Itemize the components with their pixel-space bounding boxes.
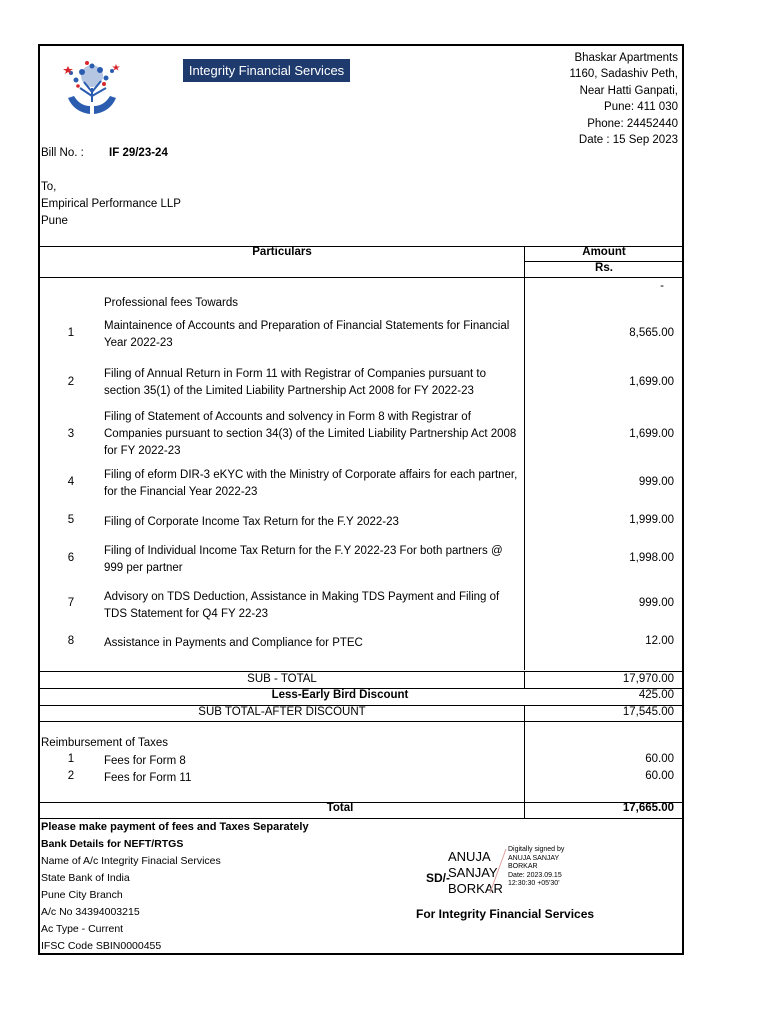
item-description: Assistance in Payments and Compliance for PTEC [104, 637, 363, 649]
item-number: 8 [67, 635, 75, 647]
item-description: Filing of Annual Return in Form 11 with Registrar of Companies pursuant to section 35(1) of the Limited Liability Partnership Act 2008 for FY 2022-23 [104, 368, 487, 397]
item-number: 2 [67, 376, 75, 388]
item-number: 7 [67, 597, 75, 609]
recipient-city: Pune [41, 215, 68, 227]
after-discount-bottom-rule [40, 721, 682, 722]
item-amount: 999.00 [638, 597, 674, 609]
recipient-block [41, 179, 181, 230]
bank-line: State Bank of India [41, 872, 130, 884]
bill-number [41, 147, 168, 159]
payment-note: Please make payment of fees and Taxes Separately [41, 821, 309, 833]
item-number: 1 [67, 753, 75, 765]
after-discount-amount: 17,545.00 [622, 706, 674, 718]
item-number: 1 [67, 327, 75, 339]
item-description: Filing of Corporate Income Tax Return for the F.Y 2022-23 [104, 516, 399, 528]
address-line: Bhaskar Apartments [574, 52, 678, 64]
address-line: Near Hatti Ganpati, [579, 84, 678, 97]
bank-line: Pune City Branch [41, 889, 123, 901]
subtotal-amount: 17,970.00 [622, 673, 674, 685]
bill-number-value: IF 29/23-24 [109, 147, 168, 159]
phone: Phone: 24452440 [587, 117, 678, 130]
recipient-name: Empirical Performance LLP [41, 198, 181, 210]
signer-name-line: BORKAR [448, 881, 503, 896]
payment-details [41, 819, 309, 955]
subtotal-top-rule [40, 671, 682, 672]
item-amount: 999.00 [638, 476, 674, 488]
item-number: 4 [67, 476, 75, 488]
item-number: 2 [67, 770, 75, 782]
bill-date: Date : 15 Sep 2023 [578, 134, 678, 147]
item-amount: 60.00 [645, 753, 674, 765]
item-amount: 1,999.00 [629, 514, 674, 526]
signer-name-line: SANJAY [448, 865, 498, 880]
signature-detail-line: ANUJA SANJAY [508, 854, 560, 862]
company-address [478, 50, 678, 148]
bank-line: A/c No 34394003215 [41, 906, 140, 918]
reimbursement-heading: Reimbursement of Taxes [41, 737, 168, 749]
signature-detail-line: 12:30:30 +05'30' [508, 880, 560, 887]
company-logo [54, 58, 130, 122]
total-amount: 17,665.00 [622, 802, 674, 814]
table-header-rule [40, 277, 682, 278]
item-number: 6 [67, 552, 75, 564]
particulars-header: Particulars [252, 246, 312, 258]
amount-dash: - [660, 280, 664, 292]
digital-signature-details [508, 846, 588, 889]
signature-detail-line: Digitally signed by [508, 846, 565, 853]
item-description: Filing of eform DIR-3 eKYC with the Ministry of Corporate affairs for each partner, for the Financial Year 2022-23 [104, 469, 518, 498]
signature-detail-line: BORKAR [508, 863, 538, 870]
sd-label: SD/- [426, 871, 450, 885]
address-line: 1160, Sadashiv Peth, [569, 68, 678, 81]
amount-header: Amount [582, 246, 626, 258]
invoice-document [38, 44, 684, 955]
column-divider [524, 672, 525, 689]
discount-amount: 425.00 [638, 689, 674, 701]
item-description: Filing of Statement of Accounts and solvency in Form 8 with Registrar of Companies pursuant to section 34(3) of the Limited Liability Partnership Act 2008 for FY 2022-23 [104, 411, 517, 457]
bank-line: IFSC Code SBIN0000455 [41, 940, 162, 952]
item-description: Fees for Form 8 [104, 755, 186, 767]
item-number: 5 [67, 514, 75, 526]
total-label: Total [326, 802, 354, 814]
signature-stroke [486, 847, 510, 895]
item-description: Maintainence of Accounts and Preparation of Financial Statements for Financial Year 2022-23 [104, 320, 510, 349]
fees-intro: Professional fees Towards [104, 297, 239, 309]
item-amount: 1,998.00 [629, 552, 674, 564]
bank-line: Ac Type - Current [41, 923, 124, 935]
item-description: Filing of Individual Income Tax Return for the F.Y 2022-23 For both partners @ 999 per partner [104, 545, 503, 574]
item-amount: 1,699.00 [629, 376, 674, 388]
item-amount: 1,699.00 [629, 428, 674, 440]
item-number: 3 [67, 428, 75, 440]
item-description: Advisory on TDS Deduction, Assistance in Making TDS Payment and Filing of TDS Statement for Q4 FY 22-23 [104, 591, 500, 620]
after-discount-label: SUB TOTAL-AFTER DISCOUNT [198, 706, 366, 718]
item-amount: 8,565.00 [629, 327, 674, 339]
signer-name-line: ANUJA [448, 849, 491, 864]
address-line: Pune: 411 030 [604, 101, 678, 114]
bill-number-label: Bill No. : [41, 147, 84, 159]
discount-label: Less-Early Bird Discount [271, 689, 409, 701]
for-company-label: For Integrity Financial Services [416, 907, 595, 921]
bank-heading: Bank Details for NEFT/RTGS [41, 838, 184, 850]
digital-signature [426, 841, 576, 901]
item-amount: 12.00 [645, 635, 674, 647]
column-divider [524, 246, 525, 670]
bank-line: Name of A/c Integrity Finacial Services [41, 855, 221, 867]
subtotal-label: SUB - TOTAL [247, 673, 317, 685]
signature-detail-line: Date: 2023.09.15 [508, 871, 562, 879]
column-divider [524, 722, 525, 804]
item-amount: 60.00 [645, 770, 674, 782]
to-label: To, [41, 181, 57, 193]
company-name-banner: Integrity Financial Services [183, 59, 350, 82]
currency-header: Rs. [595, 262, 613, 274]
item-description: Fees for Form 11 [104, 772, 192, 784]
